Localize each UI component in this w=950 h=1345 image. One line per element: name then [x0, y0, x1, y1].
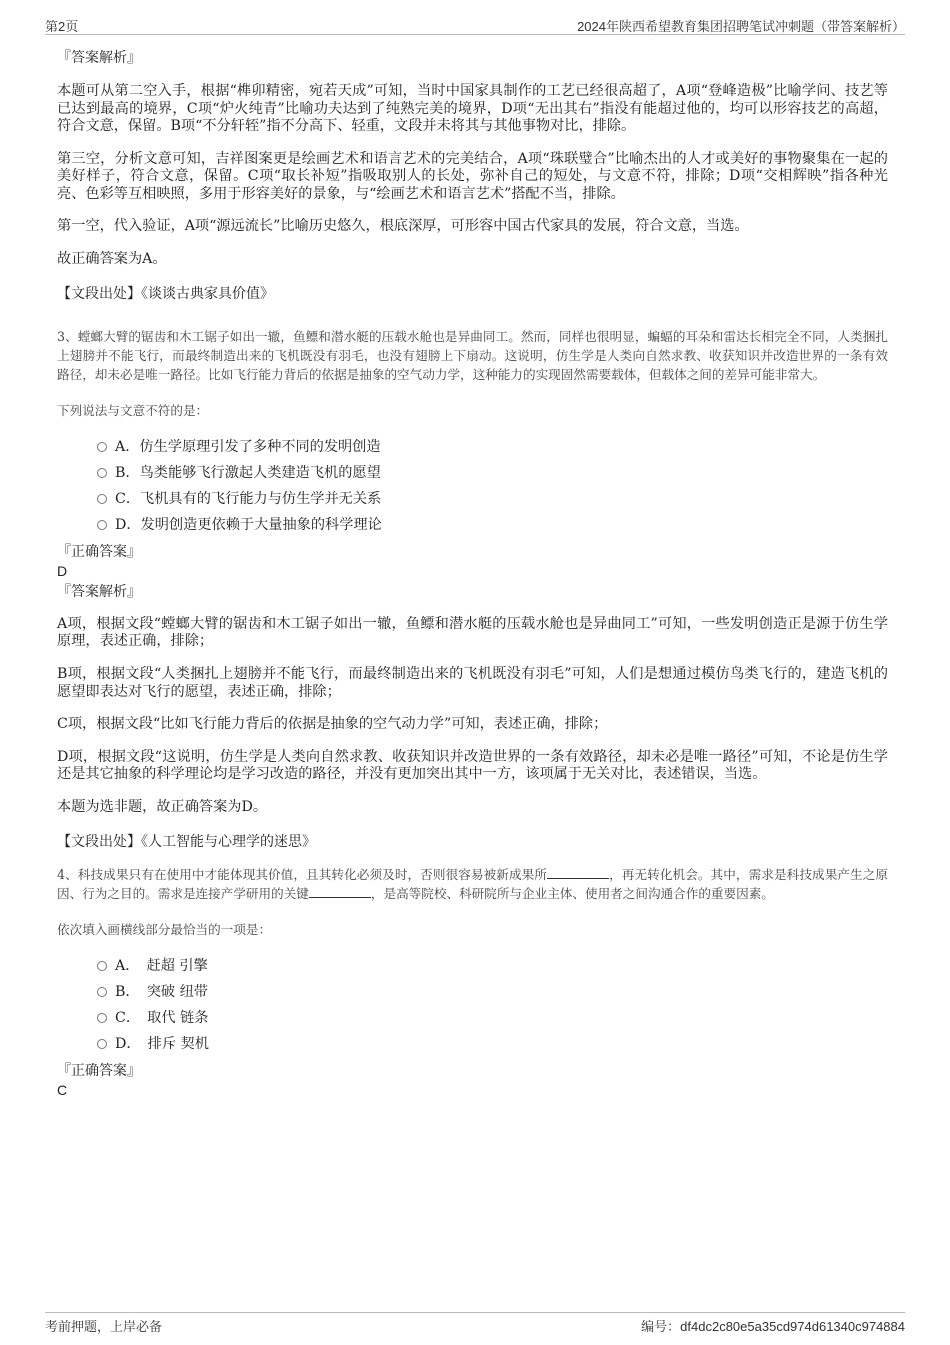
question-body: 4、科技成果只有在使用中才能体现其价值，且其转化必须及时，否则很容易被新成果所 ，再无转化机会。其中，需求是科技成果产生之原因、行为之目的。需求是连接产学研用的关键 ，是高等院校、科研院所与企业主体、使用者之间沟通合作的重要因素。: [57, 866, 889, 901]
fill-blank: [547, 866, 609, 879]
analysis-paragraph: 本题为选非题，故正确答案为D。: [57, 798, 268, 815]
document-serial: 编号：df4dc2c80e5a35cd974d61340c974884: [641, 1319, 905, 1334]
option-list: [57, 438, 888, 542]
radio-icon[interactable]: [97, 1039, 107, 1049]
radio-icon[interactable]: [97, 468, 107, 478]
analysis-paragraph: 第一空，代入验证，A项“源远流长”比喻历史悠久，根底深厚，可形容中国古代家具的发展，符合文意，当选。: [57, 217, 749, 234]
correct-answer-tag: 『正确答案』: [57, 1062, 141, 1079]
document-title: 2024年陕西希望教育集团招聘笔试冲刺题（带答案解析）: [577, 19, 905, 34]
analysis-paragraph: B项，根据文段“人类捆扎上翅膀并不能飞行，而最终制造出来的飞机既没有羽毛”可知，人们是想通过模仿鸟类飞行的，建造飞机的愿望即表达对飞行的愿望，表述正确，排除；: [57, 665, 888, 700]
option-d[interactable]: D．发明创造更依赖于大量抽象的科学理论: [57, 516, 888, 542]
analysis-tag: 『答案解析』: [57, 583, 141, 600]
option-c[interactable]: C．飞机具有的飞行能力与仿生学并无关系: [57, 490, 888, 516]
correct-answer-tag: 『正确答案』: [57, 543, 141, 560]
analysis-tag: 『答案解析』: [57, 50, 141, 66]
source-citation: 【文段出处】《谈谈古典家具价值》: [57, 285, 274, 302]
option-b[interactable]: B． 突破 纽带: [57, 983, 888, 1009]
correct-answer: C: [57, 1081, 68, 1098]
question-prompt: 依次填入画横线部分最恰当的一项是：: [57, 921, 272, 937]
analysis-paragraph: A项，根据文段“螳螂大臂的锯齿和木工锯子如出一辙，鱼鳔和潜水艇的压载水舱也是异曲同工”可知，一些发明创造正是源于仿生学原理，表述正确，排除；: [57, 615, 888, 650]
option-a[interactable]: A． 赶超 引擎: [57, 957, 888, 983]
question-prompt: 下列说法与文意不符的是：: [57, 402, 209, 418]
page-header: [45, 14, 905, 35]
option-c[interactable]: C． 取代 链条: [57, 1009, 888, 1035]
page-number: 第2页: [45, 19, 79, 34]
analysis-paragraph: C项，根据文段“比如飞行能力背后的依据是抽象的空气动力学”可知，表述正确，排除；: [57, 716, 608, 733]
analysis-paragraph: 故正确答案为A。: [57, 251, 167, 268]
option-b[interactable]: B．鸟类能够飞行激起人类建造飞机的愿望: [57, 464, 888, 490]
radio-icon[interactable]: [97, 494, 107, 504]
option-a[interactable]: A．仿生学原理引发了多种不同的发明创造: [57, 438, 888, 464]
radio-icon[interactable]: [97, 987, 107, 997]
analysis-paragraph: D项，根据文段“这说明，仿生学是人类向自然求教、收获知识并改造世界的一条有效路径，却未必是唯一路径”可知，不论是仿生学还是其它抽象的科学理论均是学习改造的路径，并没有更加突出其中一方，该项属于无关对比，表述错误，当选。: [57, 748, 888, 783]
radio-icon[interactable]: [97, 1013, 107, 1023]
source-citation: 【文段出处】《人工智能与心理学的迷思》: [57, 833, 316, 850]
option-list: [57, 957, 888, 1061]
analysis-paragraph: 本题可从第二空入手，根据“榫卯精密，宛若天成”可知，当时中国家具制作的工艺已经很高超了，A项“登峰造极”比喻学问、技艺等已达到最高的境界，C项“炉火纯青”比喻功夫达到了纯熟完美的境界，D项“无出其右”指没有能超过他的，均可以形容技艺的高超，符合文意，保留。B项“不分轩轾”指不分高下、轻重，文段并未将其与其他事物对比，排除。: [57, 83, 888, 135]
footer-slogan: 考前押题，上岸必备: [45, 1319, 163, 1334]
page-footer: [45, 1312, 905, 1337]
question-body: 3、螳螂大臂的锯齿和木工锯子如出一辙，鱼鳔和潜水艇的压载水舱也是异曲同工。然而，同样也很明显，蝙蝠的耳朵和雷达长相完全不同，人类捆扎上翅膀并不能飞行，而最终制造出来的飞机既没有羽毛，也没有翅膀上下扇动。这说明，仿生学是人类向自然求教、收获知识并改造世界的一条有效路径，却未必是唯一路径。比如飞行能力背后的依据是抽象的空气动力学，这种能力的实现固然需要载体，但载体之间的差异可能非常大。: [57, 328, 888, 382]
correct-answer: D: [57, 562, 68, 579]
option-d[interactable]: D． 排斥 契机: [57, 1035, 888, 1061]
radio-icon[interactable]: [97, 442, 107, 452]
document-content: [57, 46, 888, 1099]
radio-icon[interactable]: [97, 961, 107, 971]
analysis-paragraph: 第三空，分析文意可知，吉祥图案更是绘画艺术和语言艺术的完美结合，A项“珠联璧合”比喻杰出的人才或美好的事物聚集在一起的美好样子，符合文意，保留。C项“取长补短”指吸取别人的长处，弥补自己的短处，与文意不符，排除；D项“交相辉映”指各种光亮、色彩等互相映照，多用于形容美好的景象，与“绘画艺术和语言艺术”搭配不当，排除。: [57, 150, 888, 202]
fill-blank: [309, 885, 371, 898]
radio-icon[interactable]: [97, 520, 107, 530]
